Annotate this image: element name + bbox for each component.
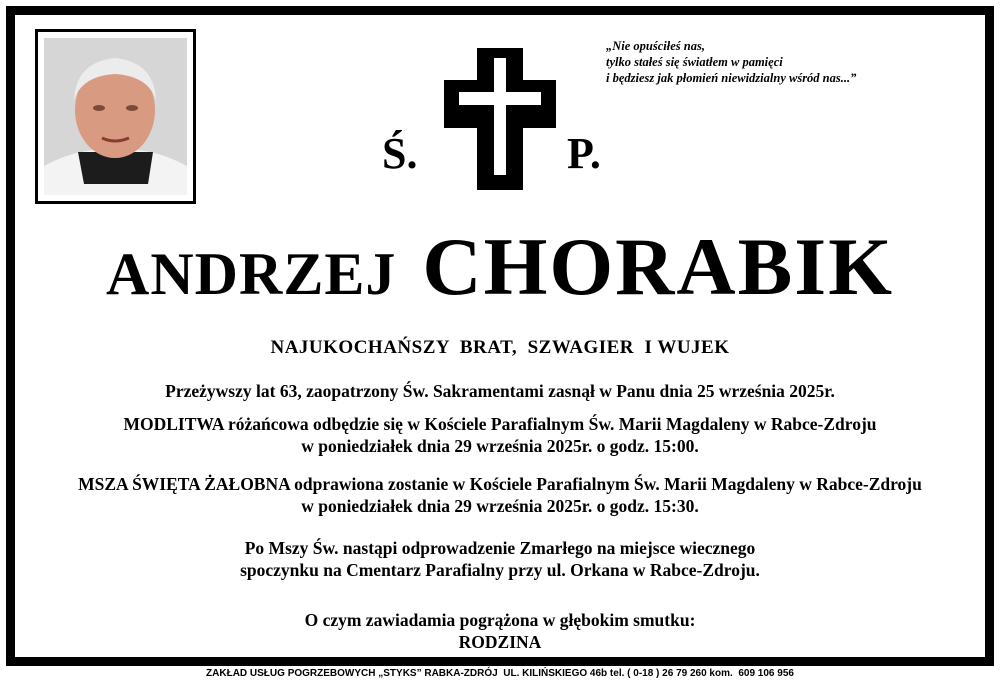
prayer-line-2: w poniedziałek dnia 29 września 2025r. o godz. 15:00. (301, 436, 699, 456)
deceased-name (0, 221, 1000, 312)
prayer-line-1: MODLITWA różańcowa odbędzie się w Kościele Parafialnym Św. Marii Magdaleny w Rabce-Zdroju (123, 414, 877, 434)
portrait-photo (44, 38, 187, 195)
latin-cross-icon (444, 48, 556, 190)
relation-line: NAJUKOCHAŃSZY BRAT, SZWAGIER I WUJEK (270, 337, 730, 358)
sp-initial-left: Ś. (382, 129, 418, 178)
sp-initial-right: P. (567, 129, 601, 178)
quote-line: „Nie opuściłeś nas, (606, 39, 705, 53)
death-line: Przeżywszy lat 63, zaopatrzony Św. Sakramentami zasnął w Panu dnia 25 września 2025r. (165, 381, 835, 401)
quote-line: i będziesz jak płomień niewidzialny wśród nas...” (606, 71, 857, 85)
family-line-2: RODZINA (458, 632, 542, 652)
family-line-1: O czym zawiadamia pogrążona w głębokim smutku: (304, 610, 696, 630)
mass-line-2: w poniedziałek dnia 29 września 2025r. o godz. 15:30. (301, 496, 699, 516)
memorial-quote (606, 38, 906, 86)
burial-line-1: Po Mszy Św. nastąpi odprowadzenie Zmarłego na miejsce wiecznego (244, 538, 756, 558)
mass-line-1: MSZA ŚWIĘTA ŻAŁOBNA odprawiona zostanie w Kościele Parafialnym Św. Marii Magdaleny w Rabce-Zdroju (78, 474, 922, 494)
portrait-illustration (44, 38, 187, 195)
funeral-home-footer: ZAKŁAD USŁUG POGRZEBOWYCH „STYKS” RABKA-ZDRÓJ UL. KILIŃSKIEGO 46b tel. ( 0-18 ) 26 79 260 kom. 609 106 956 (206, 668, 794, 679)
photo-frame (35, 29, 196, 204)
last-name: CHORABIK (422, 221, 894, 312)
quote-line: tylko stałeś się światłem w pamięci (606, 55, 783, 69)
burial-line-2: spoczynku na Cmentarz Parafialny przy ul. Orkana w Rabce-Zdroju. (240, 560, 760, 580)
first-name: ANDRZEJ (106, 241, 397, 307)
